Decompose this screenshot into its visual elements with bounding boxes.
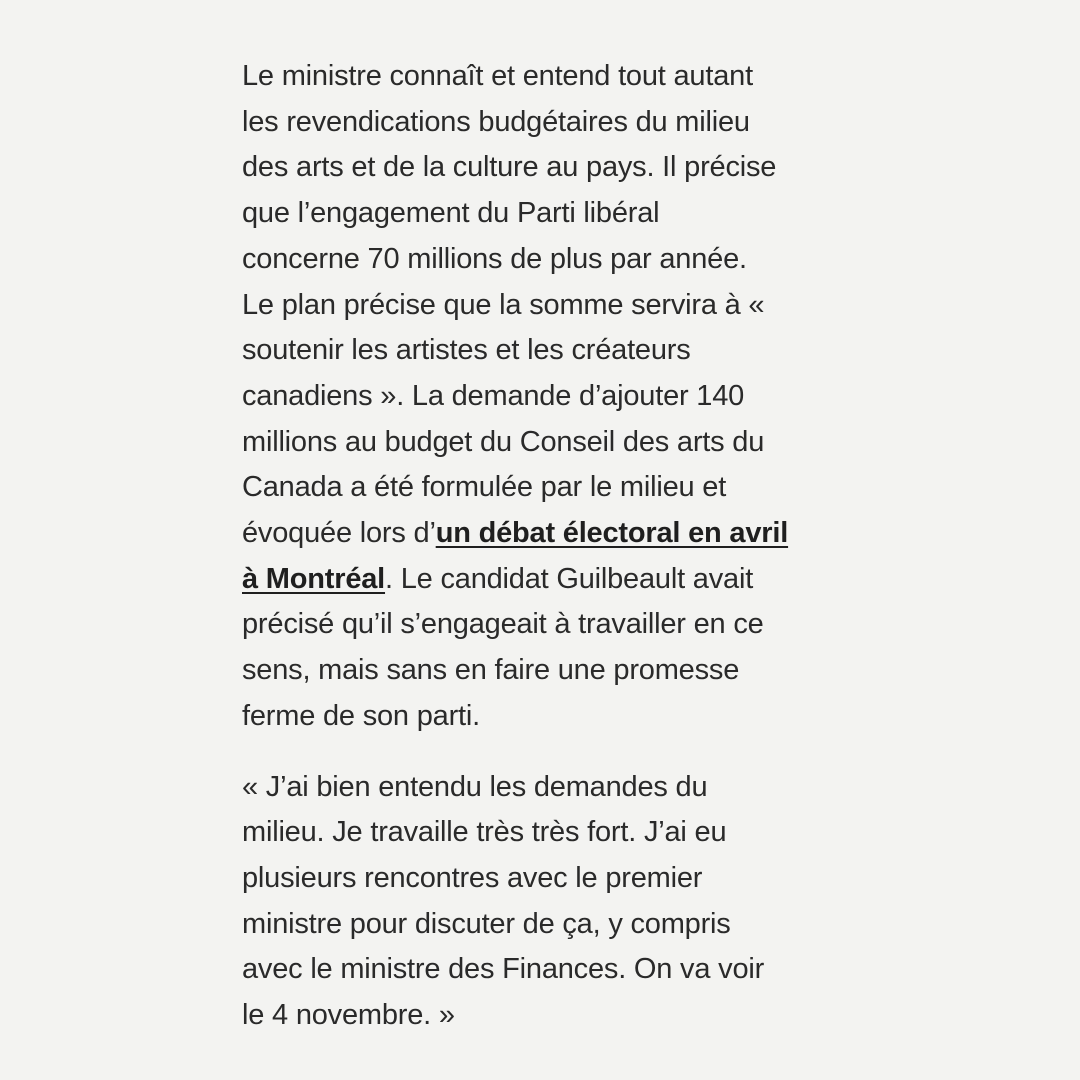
text-line: millions au budget du Conseil des arts du (242, 425, 765, 458)
article-body (242, 54, 862, 1064)
text-segment: . Le candidat Guilbeault avait (385, 562, 754, 595)
text-line: le 4 novembre. » (242, 999, 455, 1032)
text-line (242, 557, 862, 603)
text-line: Canada a été formulée par le milieu et (242, 471, 727, 504)
text-line: sens, mais sans en faire une promesse (242, 654, 740, 687)
text-line: ministre pour discuter de ça, y compris (242, 907, 731, 940)
text-line: concerne 70 millions de plus par année. (242, 242, 747, 275)
text-line: les revendications budgétaires du milieu (242, 105, 750, 138)
text-line: soutenir les artistes et les créateurs (242, 334, 691, 367)
text-line: « J’ai bien entendu les demandes du (242, 770, 708, 803)
text-segment: évoquée lors d’ (242, 517, 436, 550)
text-line: que l’engagement du Parti libéral (242, 197, 660, 230)
text-line: Le plan précise que la somme servira à « (242, 288, 765, 321)
debate-article-link[interactable]: un débat électoral en avril (435, 517, 789, 550)
text-line: Le ministre connaît et entend tout autant (242, 60, 753, 92)
paragraph-2-quote (242, 765, 862, 1039)
text-line: des arts et de la culture au pays. Il précise (242, 151, 777, 184)
text-line: canadiens ». La demande d’ajouter 140 (242, 379, 745, 412)
text-line (242, 511, 862, 557)
text-line: milieu. Je travaille très très fort. J’ai eu (242, 816, 727, 849)
text-line: ferme de son parti. (242, 699, 480, 732)
text-line: avec le ministre des Finances. On va voir (242, 953, 765, 986)
text-line: précisé qu’il s’engageait à travailler en ce (242, 608, 764, 641)
paragraph-1 (242, 54, 862, 740)
debate-article-link-continued[interactable]: à Montréal (242, 562, 386, 595)
text-line: plusieurs rencontres avec le premier (242, 861, 703, 894)
